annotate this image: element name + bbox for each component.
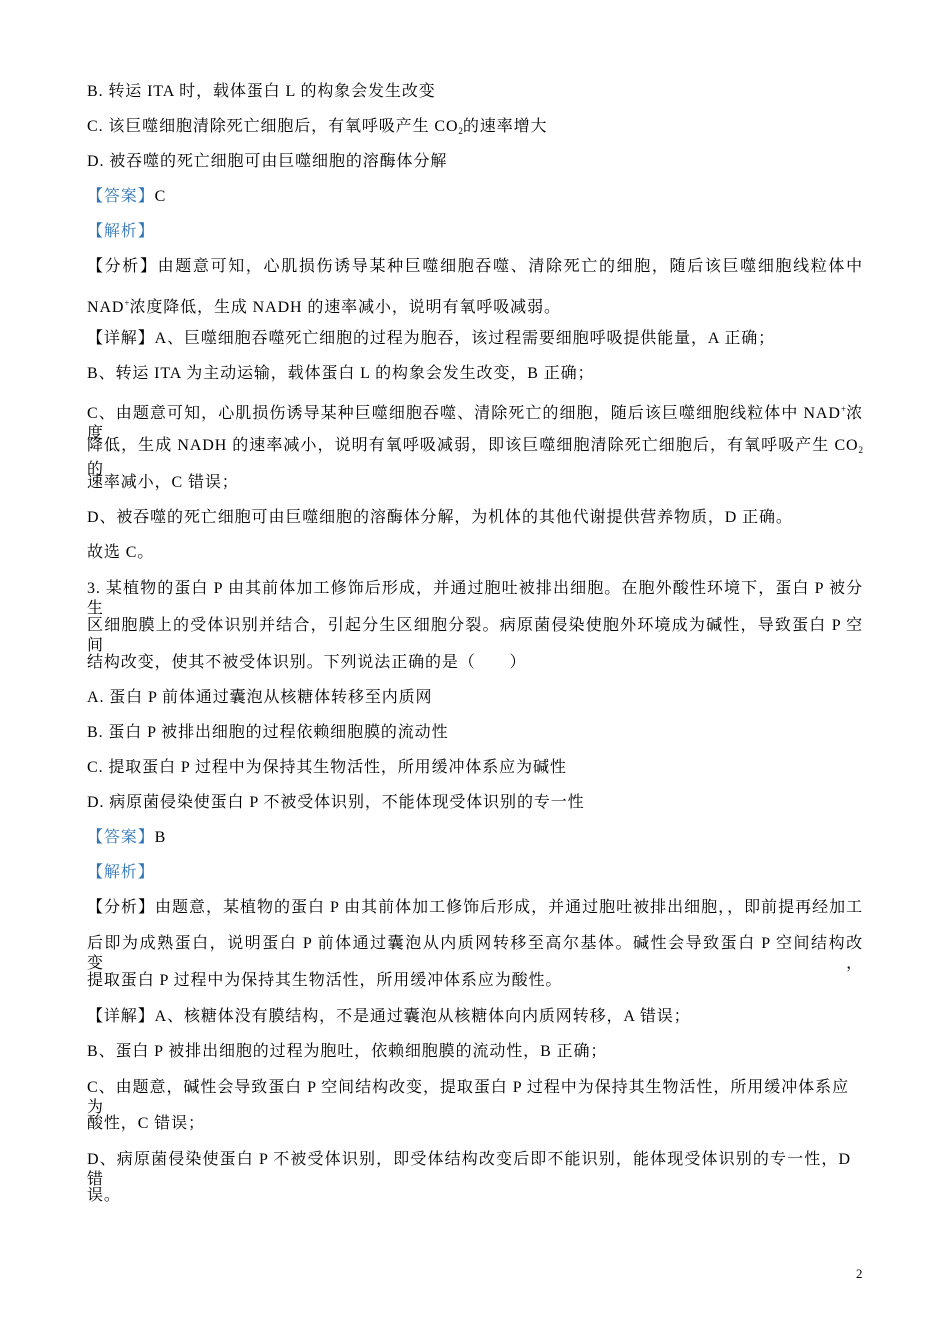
q2-detail-a	[87, 329, 775, 349]
answer-value: C	[154, 188, 167, 205]
text: 由题意，某植物的蛋白 P 由其前体加工修饰后形成，并通过胞吐被排出细胞，，即前提再经加工	[155, 899, 864, 916]
q3-option-a: A. 蛋白 P 前体通过囊泡从核糖体转移至内质网	[87, 689, 433, 706]
q2-detail-b: B、转运 ITA 为主动运输，载体蛋白 L 的构象会发生改变，B 正确；	[87, 365, 595, 382]
text: C. 该巨噬细胞清除死亡细胞后，有氧呼吸产生 CO	[87, 118, 459, 135]
q3-detail-c-line1: C、由题意，碱性会导致蛋白 P 空间结构改变，提取蛋白 P 过程中为保持其生物活性，所用缓冲体系应为	[87, 1079, 849, 1116]
q2-conclusion: 故选 C。	[87, 544, 155, 561]
text: 浓度	[87, 405, 863, 442]
text: C、由题意可知，心肌损伤诱导某种巨噬细胞吞噬、清除死亡的细胞，随后该巨噬细胞线粒体中 NAD	[87, 405, 841, 422]
q3-stem-line3: 结构改变，使其不被受体识别。下列说法正确的是（ ）	[87, 654, 527, 671]
q3-stem-line2: 区细胞膜上的受体识别并结合，引起分生区细胞分裂。病原菌侵染使胞外环境成为碱性，导致蛋白 P 空间	[87, 617, 863, 654]
q3-option-c: C. 提取蛋白 P 过程中为保持其生物活性，所用缓冲体系应为碱性	[87, 759, 567, 776]
answer-tag: 【答案】	[87, 188, 155, 205]
answer-value: B	[154, 829, 167, 846]
xiangjie-tag: 【详解】	[87, 1008, 155, 1025]
q2-detail-c-line3: 速率减小，C 错误；	[87, 474, 239, 491]
page-number: 2	[856, 1266, 863, 1281]
q3-jiexi-tag: 【解析】	[87, 864, 155, 881]
text: 由题意可知，心肌损伤诱导某种巨噬细胞吞噬、清除死亡的细胞，随后该巨噬细胞线粒体中	[157, 258, 863, 275]
q3-detail-a	[87, 1007, 691, 1027]
q3-answer	[87, 828, 166, 848]
q3-option-d: D. 病原菌侵染使蛋白 P 不被受体识别，不能体现受体识别的专一性	[87, 794, 585, 811]
q3-fenxi-line2: 后即为成熟蛋白，说明蛋白 P 前体通过囊泡从内质网转移至高尔基体。碱性会导致蛋白 P 空间结构改变，	[87, 935, 863, 972]
text: A、巨噬细胞吞噬死亡细胞的过程为胞吞，该过程需要细胞呼吸提供能量，A 正确；	[154, 330, 776, 347]
xiangjie-tag: 【详解】	[87, 330, 155, 347]
text: NAD	[87, 299, 125, 316]
q3-detail-c-line2: 酸性，C 错误；	[87, 1115, 205, 1132]
q3-option-b: B. 蛋白 P 被排出细胞的过程依赖细胞膜的流动性	[87, 724, 449, 741]
q2-fenxi-line2	[87, 293, 561, 318]
text: 降低，生成 NADH 的速率减小，说明有氧呼吸减弱，即该巨噬细胞清除死亡细胞后，有氧呼吸产生 CO	[87, 437, 859, 454]
text: A、核糖体没有膜结构，不是通过囊泡从核糖体向内质网转移，A 错误；	[154, 1008, 691, 1025]
q2-option-c	[87, 117, 547, 141]
q2-jiexi-tag: 【解析】	[87, 223, 155, 240]
q2-fenxi-line1	[87, 257, 863, 277]
q2-detail-d: D、被吞噬的死亡细胞可由巨噬细胞的溶酶体分解，为机体的其他代谢提供营养物质，D 正确。	[87, 509, 793, 526]
superscript: +	[124, 298, 130, 308]
q3-detail-d-line1: D、病原菌侵染使蛋白 P 不被受体识别，即受体结构改变后即不能识别，能体现受体识别的专一性，D 错	[87, 1151, 851, 1188]
text: 的	[87, 461, 104, 478]
q2-answer	[87, 187, 166, 207]
q2-option-b: B. 转运 ITA 时，载体蛋白 L 的构象会发生改变	[87, 83, 436, 100]
q3-fenxi-line1	[87, 898, 863, 918]
fenxi-tag: 【分析】	[87, 899, 155, 916]
q3-detail-b: B、蛋白 P 被排出细胞的过程为胞吐，依赖细胞膜的流动性，B 正确；	[87, 1043, 608, 1060]
q3-detail-d-line2: 误。	[87, 1187, 121, 1204]
q3-stem-line1: 3. 某植物的蛋白 P 由其前体加工修饰后形成，并通过胞吐被排出细胞。在胞外酸性环境下，蛋白 P 被分生	[87, 580, 863, 617]
answer-tag: 【答案】	[87, 829, 155, 846]
fenxi-tag: 【分析】	[87, 258, 158, 275]
text: 的速率增大	[462, 118, 548, 135]
text: 浓度降低，生成 NADH 的速率减小，说明有氧呼吸减弱。	[129, 299, 561, 316]
q2-option-d: D. 被吞噬的死亡细胞可由巨噬细胞的溶酶体分解	[87, 153, 448, 170]
q3-fenxi-line3: 提取蛋白 P 过程中为保持其生物活性，所用缓冲体系应为酸性。	[87, 972, 563, 989]
subscript: 2	[458, 126, 463, 136]
superscript: +	[840, 404, 846, 414]
subscript: 2	[858, 445, 863, 455]
